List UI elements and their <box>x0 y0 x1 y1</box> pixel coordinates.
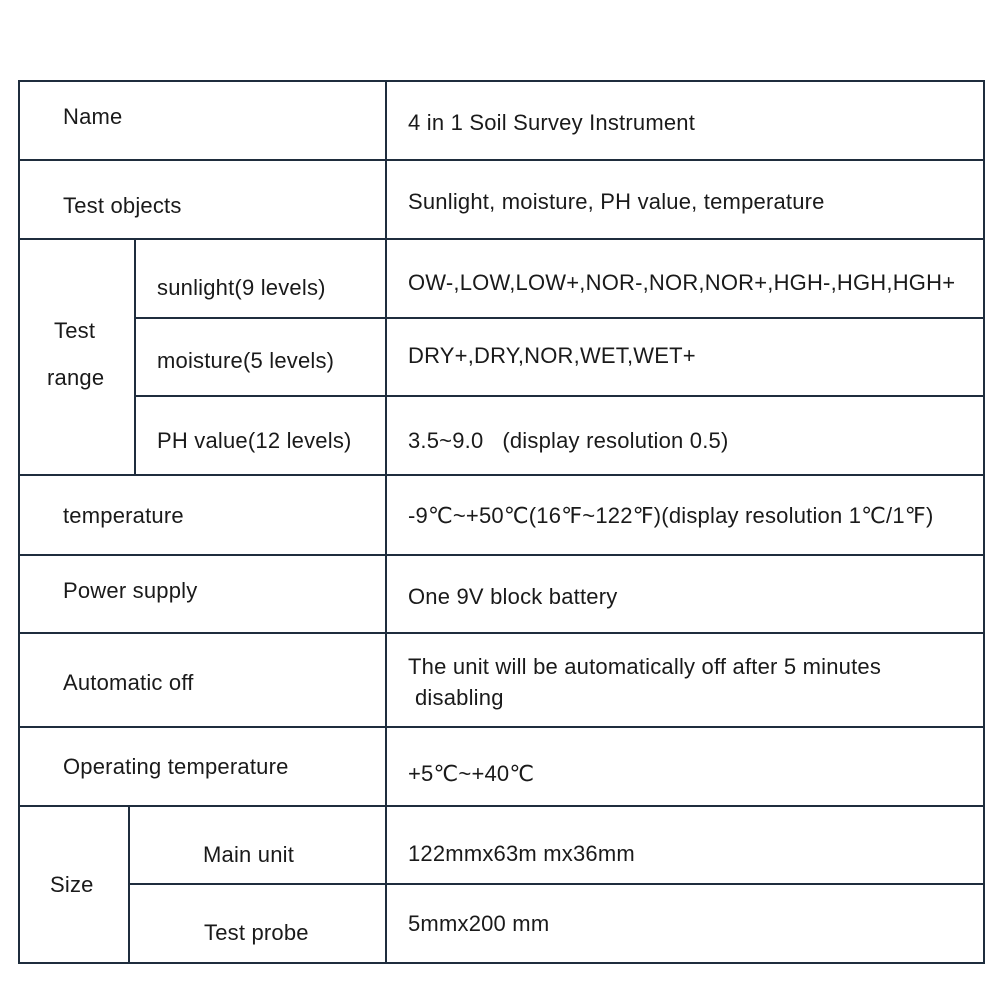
row-divider <box>18 159 985 161</box>
temperature-label: temperature <box>63 503 184 528</box>
row-divider <box>18 632 985 634</box>
sub-column-divider <box>128 805 130 964</box>
row-divider <box>18 238 985 240</box>
power-supply-label: Power supply <box>63 578 198 603</box>
moisture-label: moisture(5 levels) <box>157 348 335 373</box>
test-objects-value: Sunlight, moisture, PH value, temperature <box>408 189 825 214</box>
automatic-off-value-line2: disabling <box>415 685 504 710</box>
test-range-label-line1: Test <box>54 318 96 343</box>
automatic-off-label: Automatic off <box>63 670 194 695</box>
moisture-value: DRY+,DRY,NOR,WET,WET+ <box>408 343 696 368</box>
operating-temperature-label: Operating temperature <box>63 754 289 779</box>
power-supply-value: One 9V block battery <box>408 584 618 609</box>
sunlight-value: OW-,LOW,LOW+,NOR-,NOR,NOR+,HGH-,HGH,HGH+ <box>408 270 956 295</box>
test-objects-label: Test objects <box>63 193 182 218</box>
operating-temperature-value: +5℃~+40℃ <box>408 761 535 786</box>
table-border-bottom <box>18 962 985 964</box>
row-divider <box>134 317 985 319</box>
test-probe-label: Test probe <box>204 920 309 945</box>
spec-table <box>18 80 985 964</box>
temperature-value: -9℃~+50℃(16℉~122℉)(display resolution 1℃/1℉) <box>408 503 934 528</box>
row-divider <box>134 395 985 397</box>
table-border-top <box>18 80 985 82</box>
row-divider <box>128 883 985 885</box>
table-border-right <box>983 80 985 964</box>
test-probe-value: 5mmx200 mm <box>408 911 550 936</box>
test-range-label-line2: range <box>47 365 105 390</box>
column-divider <box>385 80 387 964</box>
row-divider <box>18 805 985 807</box>
ph-value: 3.5~9.0 (display resolution 0.5) <box>408 428 729 453</box>
row-divider <box>18 554 985 556</box>
sunlight-label: sunlight(9 levels) <box>157 275 326 300</box>
sub-column-divider <box>134 238 136 474</box>
ph-label: PH value(12 levels) <box>157 428 352 453</box>
main-unit-value: 122mmx63m mx36mm <box>408 841 635 866</box>
name-value: 4 in 1 Soil Survey Instrument <box>408 110 696 135</box>
row-divider <box>18 474 985 476</box>
main-unit-label: Main unit <box>203 842 295 867</box>
size-label: Size <box>50 872 94 897</box>
table-border-left <box>18 80 20 964</box>
name-label: Name <box>63 104 123 129</box>
row-divider <box>18 726 985 728</box>
automatic-off-value-line1: The unit will be automatically off after 5 minutes <box>408 654 882 679</box>
